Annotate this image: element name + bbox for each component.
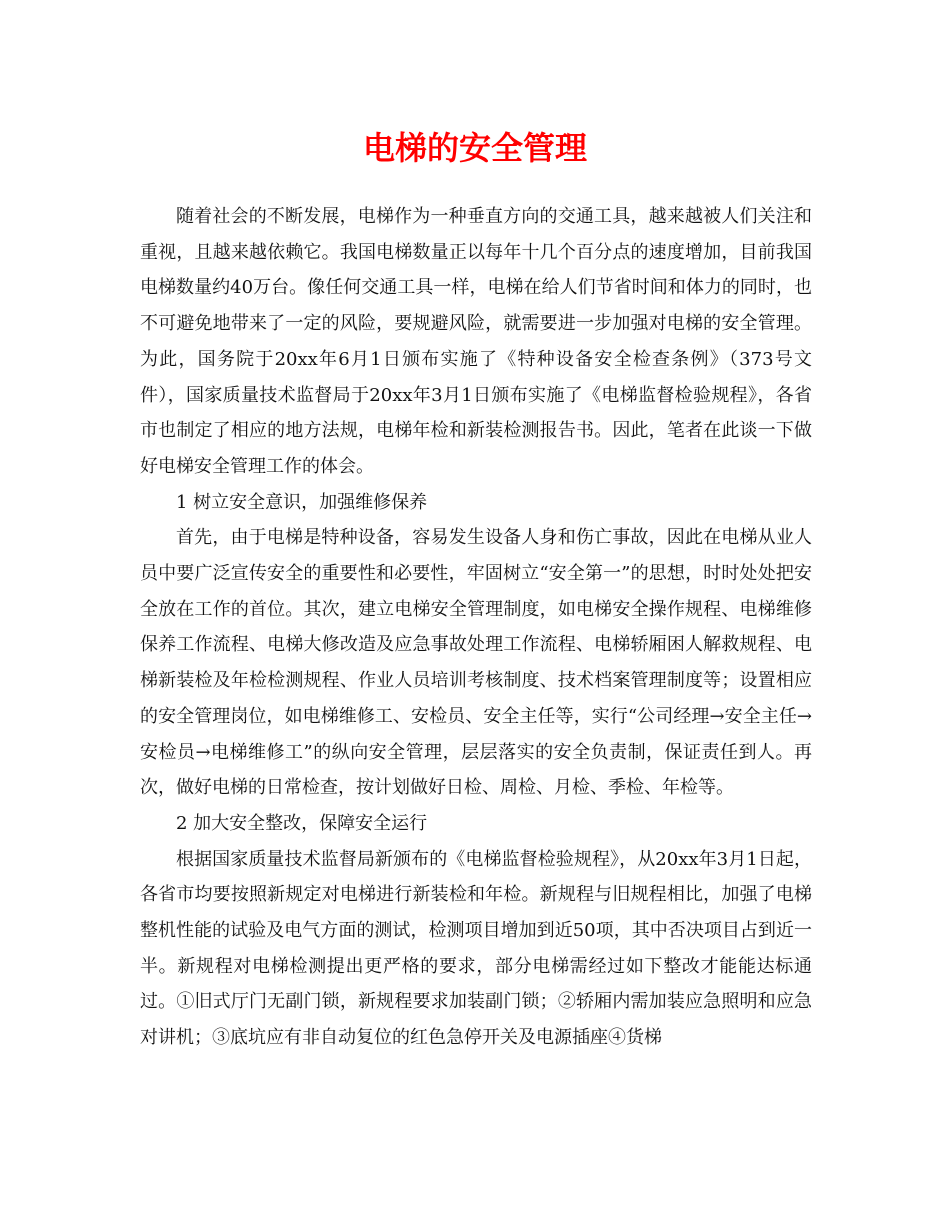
paragraph-intro: 随着社会的不断发展，电梯作为一种垂直方向的交通工具，越来越被人们关注和重视，且越来越依赖它。我国电梯数量正以每年十几个百分点的速度增加，目前我国电梯数量约40万台。像任何交通工具一样，电梯在给人们节省时间和体力的同时，也不可避免地带来了一定的风险，要规避风险，就需要进一步加强对电梯的安全管理。为此，国务院于20xx年6月1日颁布实施了《特种设备安全检查条例》（373号文件），国家质量技术监督局于20xx年3月1日颁布实施了《电梯监督检验规程》，各省市也制定了相应的地方法规，电梯年检和新装检测报告书。因此，笔者在此谈一下做好电梯安全管理工作的体会。 (140, 206, 812, 477)
section-heading-1: 1 树立安全意识，加强维修保养 (176, 491, 428, 513)
section-heading-2: 2 加大安全整改，保障安全运行 (176, 812, 428, 834)
document-body (140, 199, 812, 1056)
paragraph-section-1: 首先，由于电梯是特种设备，容易发生设备人身和伤亡事故，因此在电梯从业人员中要广泛宣传安全的重要性和必要性，牢固树立“安全第一”的思想，时时处处把安全放在工作的首位。其次，建立电梯安全管理制度，如电梯安全操作规程、电梯维修保养工作流程、电梯大修改造及应急事故处理工作流程、电梯轿厢困人解救规程、电梯新装检及年检检测规程、作业人员培训考核制度、技术档案管理制度等；设置相应的安全管理岗位，如电梯维修工、安检员、安全主任等，实行“公司经理→安全主任→安检员→电梯维修工”的纵向安全管理，层层落实的安全负责制，保证责任到人。再次，做好电梯的日常检查，按计划做好日检、周检、月检、季检、年检等。 (140, 527, 812, 799)
paragraph-section-2: 根据国家质量技术监督局新颁布的《电梯监督检验规程》，从20xx年3月1日起，各省市均要按照新规定对电梯进行新装检和年检。新规程与旧规程相比，加强了电梯整机性能的试验及电气方面的测试，检测项目增加到近50项，其中否决项目占到近一半。新规程对电梯检测提出更严格的要求，部分电梯需经过如下整改才能能达标通过。①旧式厅门无副门锁，新规程要求加装副门锁；②轿厢内需加装应急照明和应急对讲机；③底坑应有非自动复位的红色急停开关及电源插座④货梯 (140, 848, 812, 1049)
document-title: 电梯的安全管理 (362, 129, 587, 167)
